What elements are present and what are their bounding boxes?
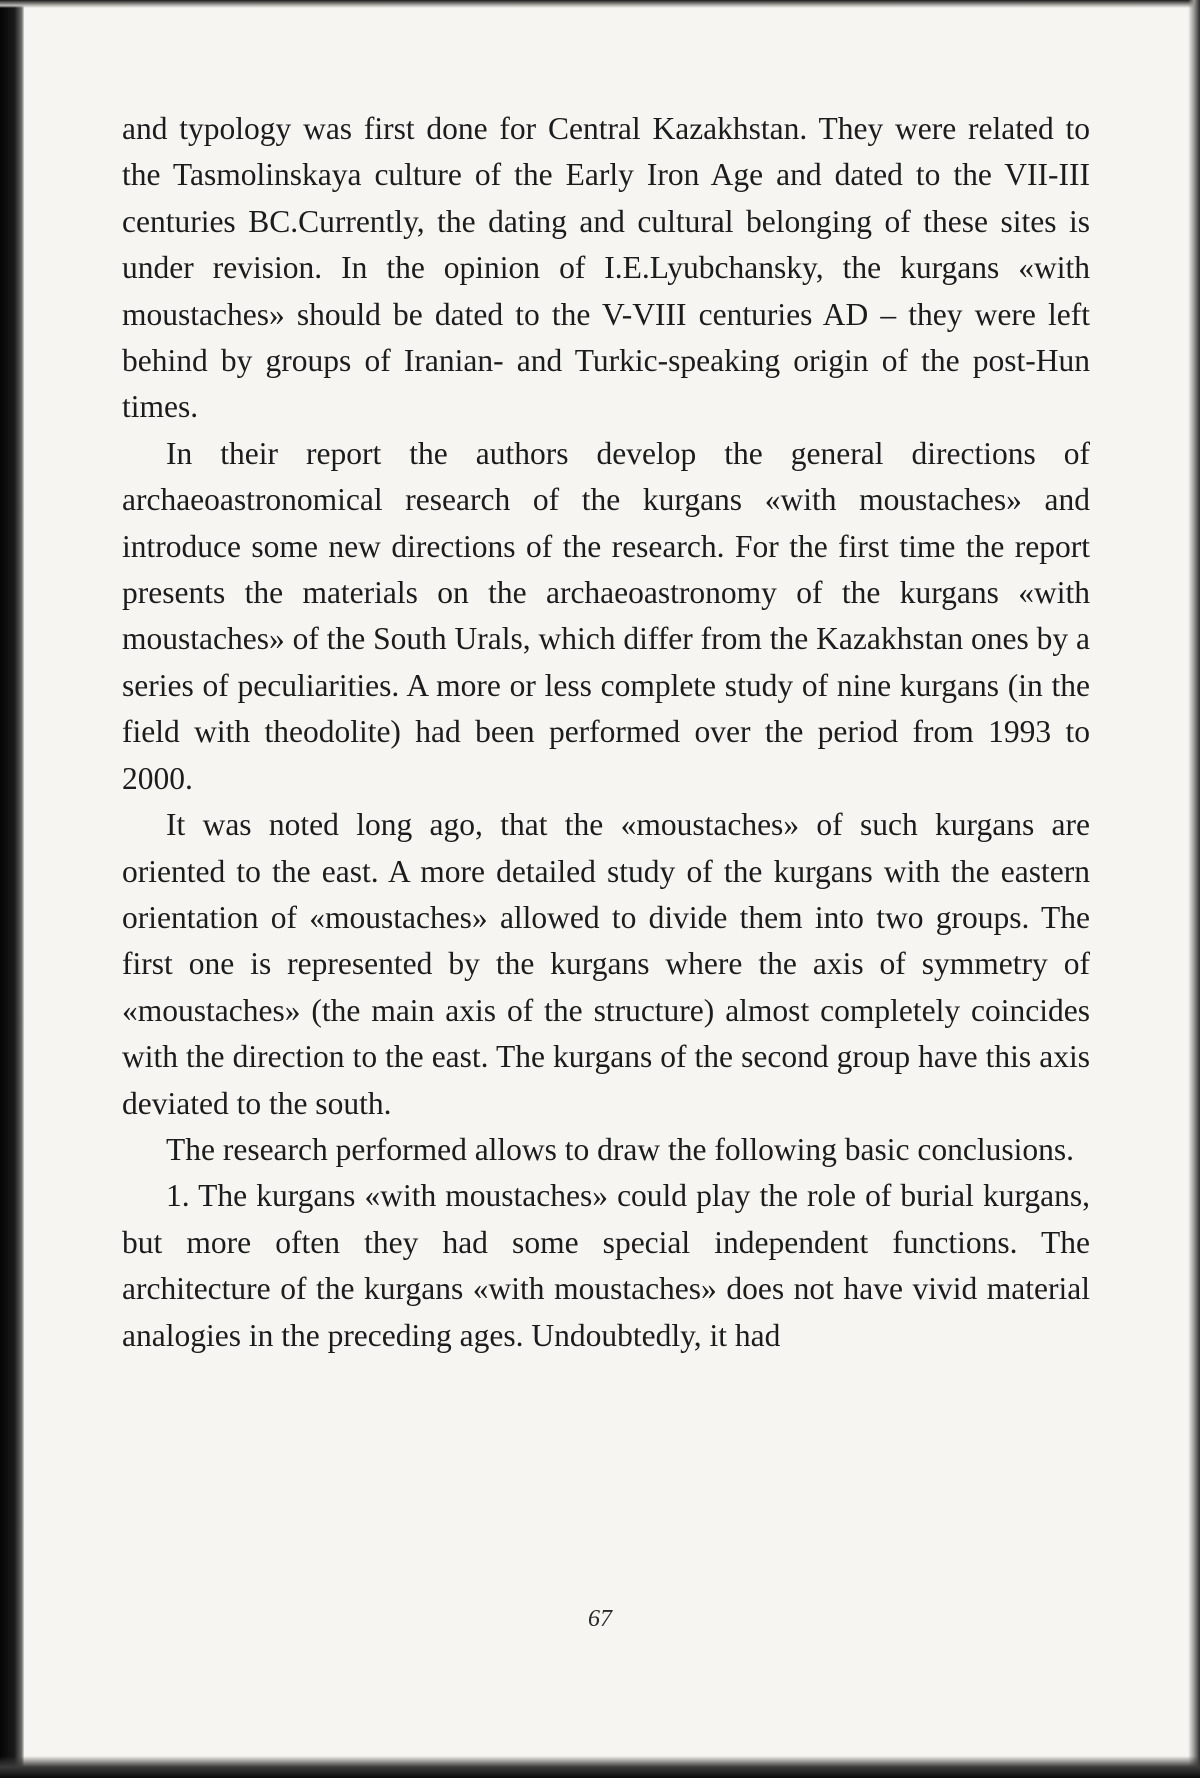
scan-edge-top: [0, 0, 1200, 8]
paragraph-1: and typology was first done for Central Kazakhstan. They were related to the Tasmolinskaya culture of the Early Iron Age and dated to the VII-III centuries BC.Currently, the dating and cultural belonging of these sites is under revision. In the opinion of I.E.Lyubchansky, the kurgans «with moustaches» should be dated to the V-VIII centuries AD – they were left behind by groups of Iranian- and Turkic-speaking origin of the post-Hun times.: [122, 111, 1090, 425]
page-number: 67: [588, 1606, 612, 1632]
scan-edge-right: [1188, 0, 1200, 1778]
body-text: [122, 106, 1090, 1359]
scan-edge-left: [0, 0, 24, 1778]
paragraph-2: In their report the authors develop the general directions of archaeoastronomical research of the kurgans «with moustaches» and introduce some new directions of the research. For the first time the report presents the materials on the archaeoastronomy of the kurgans «with moustaches» of the South Urals, which differ from the Kazakhstan ones by a series of peculiarities. A more or less complete study of nine kurgans (in the field with theodolite) had been performed over the period from 1993 to 2000.: [122, 435, 1090, 796]
scan-edge-bottom: [0, 1756, 1200, 1778]
paragraph-4: The research performed allows to draw the following basic conclusions.: [166, 1131, 1074, 1167]
paragraph-3: It was noted long ago, that the «moustaches» of such kurgans are oriented to the east. A more detailed study of the kurgans with the eastern orientation of «moustaches» allowed to divide them into two groups. The first one is represented by the kurgans where the axis of symmetry of «moustaches» (the main axis of the structure) almost completely coincides with the direction to the east. The kurgans of the second group have this axis deviated to the south.: [122, 807, 1090, 1121]
paragraph-5: 1. The kurgans «with moustaches» could play the role of burial kurgans, but more often they had some special independent functions. The architecture of the kurgans «with moustaches» does not have vivid material analogies in the preceding ages. Undoubtedly, it had: [122, 1178, 1090, 1353]
